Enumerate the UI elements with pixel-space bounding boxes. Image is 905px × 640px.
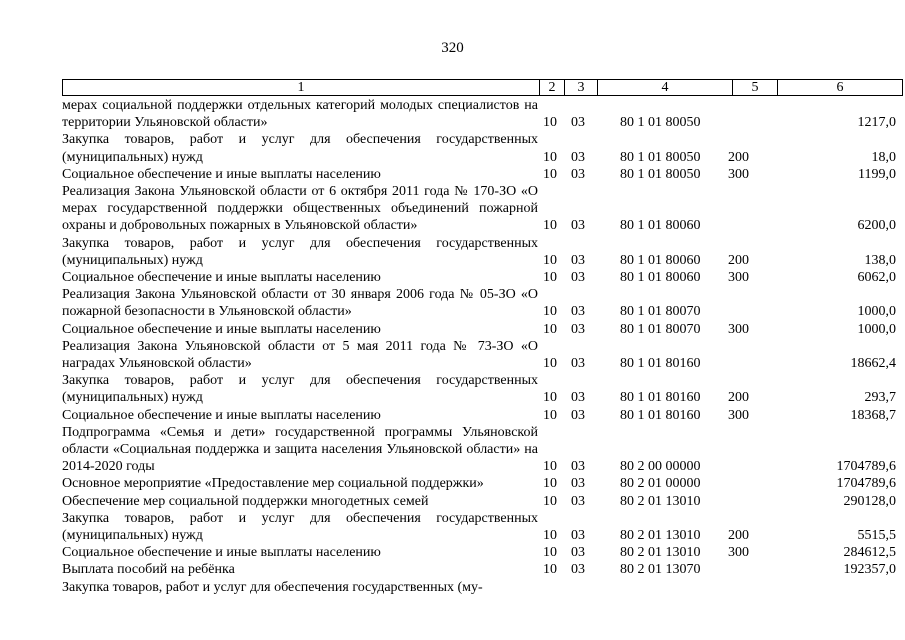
row-amount: 290128,0 [843,493,896,509]
row-description: Основное мероприятие «Предоставление мер социальной поддержки» [62,476,484,492]
row-section: 10 [543,115,557,131]
row-amount [772,579,896,596]
page-number: 320 [441,40,464,56]
row-section: 10 [543,321,557,337]
row-target-code: 80 2 01 00000 [620,476,701,492]
row-section: 10 [543,149,557,165]
row-subsection: 03 [571,166,585,182]
row-description: Закупка товаров, работ и услуг для обеспечения государственных (му- [62,579,483,595]
row-target-code: 80 1 01 80070 [620,321,701,337]
header-col-5: 5 [733,80,778,96]
row-target-code: 80 2 01 13010 [620,545,701,561]
row-amount: 1199,0 [858,166,896,182]
row-description: Реализация Закона Ульяновской области от 6 октября 2011 года № 170-ЗО «О мерах государственной поддержки общественных объединений пожарной охраны и добровольных пожарных в Ульяновской области» [62,184,538,234]
header-col-4: 4 [598,80,733,96]
row-description: Закупка товаров, работ и услуг для обеспечения государственных (муниципальных) нужд [62,132,538,165]
row-target-code: 80 1 01 80050 [620,115,701,131]
row-amount: 1704789,6 [836,476,896,492]
header-col-2: 2 [540,80,565,96]
row-expense-type [728,183,772,235]
row-section: 10 [543,270,557,286]
row-subsection: 03 [571,356,585,372]
row-subsection: 03 [571,252,585,268]
table-row [62,97,896,131]
row-target-code: 80 1 01 80050 [620,149,701,165]
table-row [62,475,896,492]
row-subsection: 03 [571,545,585,561]
row-section: 10 [543,304,557,320]
table-row [62,424,896,476]
row-target-code: 80 1 01 80050 [620,166,701,182]
row-amount: 18662,4 [850,356,896,372]
header-col-1: 1 [63,80,540,96]
header-col-3: 3 [565,80,598,96]
row-amount: 284612,5 [843,545,896,561]
row-expense-type [728,97,772,131]
row-expense-type: 300 [728,545,749,561]
row-subsection: 03 [571,459,585,475]
row-description: Социальное обеспечение и иные выплаты населению [62,270,381,286]
row-amount: 18368,7 [850,407,896,423]
row-expense-type: 200 [728,252,749,268]
row-expense-type: 300 [728,270,749,286]
row-section: 10 [543,252,557,268]
row-section: 10 [543,545,557,561]
row-amount: 1704789,6 [836,459,896,475]
row-section: 10 [543,562,557,578]
table-row [62,493,896,510]
row-subsection: 03 [571,304,585,320]
row-target-code: 80 1 01 80160 [620,390,701,406]
table-row [62,166,896,183]
row-subsection: 03 [571,407,585,423]
row-target-code: 80 1 01 80060 [620,218,701,234]
row-amount: 1000,0 [857,321,896,337]
row-expense-type: 300 [728,321,749,337]
row-description: мерах социальной поддержки отдельных категорий молодых специалистов на территории Ульяновской области» [62,98,538,131]
row-section: 10 [543,218,557,234]
row-subsection: 03 [571,321,585,337]
table-row [62,510,896,544]
row-subsection: 03 [571,493,585,509]
row-subsection: 03 [571,528,585,544]
row-section: 10 [543,390,557,406]
row-description: Социальное обеспечение и иные выплаты населению [62,166,381,182]
table-row [62,561,896,578]
row-description: Выплата пособий на ребёнка [62,562,235,578]
row-description: Закупка товаров, работ и услуг для обеспечения государственных (муниципальных) нужд [62,235,538,268]
row-expense-type [728,286,772,320]
row-target-code: 80 1 01 80160 [620,356,701,372]
row-amount: 1217,0 [857,115,896,131]
table-row [62,338,896,372]
table-row [62,131,896,165]
row-expense-type [728,424,772,476]
row-target-code: 80 2 01 13010 [620,528,701,544]
row-section: 10 [543,476,557,492]
row-section: 10 [543,459,557,475]
row-expense-type [728,561,772,578]
row-amount: 5515,5 [857,528,896,544]
row-expense-type: 200 [728,528,749,544]
table-row [62,407,896,424]
row-description: Закупка товаров, работ и услуг для обеспечения государственных (муниципальных) нужд [62,510,538,544]
row-section: 10 [543,528,557,544]
row-description: Обеспечение мер социальной поддержки многодетных семей [62,493,429,509]
row-target-code: 80 1 01 80070 [620,304,701,320]
table-row [62,269,896,286]
row-section: 10 [543,166,557,182]
row-amount: 293,7 [864,390,896,406]
row-description: Социальное обеспечение и иные выплаты населению [62,321,381,337]
row-amount: 138,0 [864,252,896,268]
row-expense-type: 300 [728,166,749,182]
row-section: 10 [543,493,557,509]
row-description: Подпрограмма «Семья и дети» государственной программы Ульяновской области «Социальная поддержка и защита населения Ульяновской области» на 2014-2020 годы [62,424,538,475]
table-row [62,183,896,235]
table-row [62,372,896,406]
table-row [62,544,896,561]
row-description: Закупка товаров, работ и услуг для обеспечения государственных (муниципальных) нужд [62,373,538,406]
row-target-code: 80 1 01 80060 [620,270,701,286]
row-target-code: 80 2 01 13010 [620,493,701,509]
row-amount: 6200,0 [857,218,896,234]
row-expense-type: 200 [728,390,749,406]
row-target-code: 80 1 01 80160 [620,407,701,423]
row-section: 10 [543,356,557,372]
row-expense-type [728,493,772,510]
table-row [62,235,896,269]
row-amount: 192357,0 [843,562,896,578]
row-subsection: 03 [571,218,585,234]
budget-table [62,97,896,596]
row-subsection: 03 [571,476,585,492]
row-expense-type: 200 [728,149,749,165]
row-amount: 6062,0 [857,270,896,286]
row-subsection: 03 [571,270,585,286]
row-amount: 18,0 [871,149,896,165]
row-amount: 1000,0 [857,304,896,320]
row-target-code: 80 2 00 00000 [620,459,701,475]
table-header [62,79,903,96]
row-description: Социальное обеспечение и иные выплаты населению [62,545,381,561]
row-expense-type: 300 [728,407,749,423]
header-col-6: 6 [778,80,903,96]
row-target-code [594,579,728,596]
row-section: 10 [543,407,557,423]
row-expense-type [728,338,772,372]
row-subsection [562,579,594,596]
row-subsection: 03 [571,149,585,165]
row-subsection: 03 [571,115,585,131]
row-expense-type [728,579,772,596]
row-description: Реализация Закона Ульяновской области от 5 мая 2011 года № 73-ЗО «О наградах Ульяновской области» [62,338,538,372]
table-row [62,321,896,338]
row-expense-type [728,475,772,492]
row-subsection: 03 [571,562,585,578]
row-section [538,579,562,596]
row-description: Реализация Закона Ульяновской области от 30 января 2006 года № 05-ЗО «О пожарной безопасности в Ульяновской области» [62,287,538,320]
row-target-code: 80 1 01 80060 [620,252,701,268]
row-description: Социальное обеспечение и иные выплаты населению [62,407,381,423]
row-target-code: 80 2 01 13070 [620,562,701,578]
table-row [62,286,896,320]
table-row [62,579,896,596]
row-subsection: 03 [571,390,585,406]
